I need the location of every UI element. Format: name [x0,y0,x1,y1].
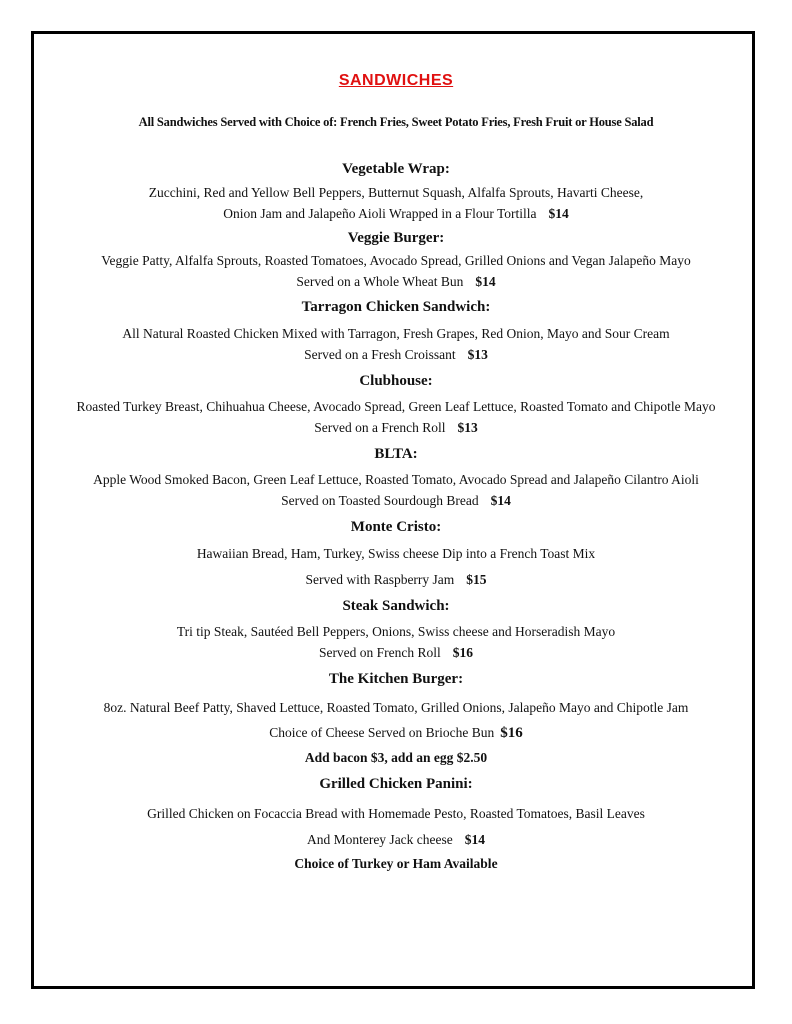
item-name-kitchen-burger: The Kitchen Burger: [328,671,464,687]
item-serving-grilled-chicken-panini: And Monterey Jack cheese $14 [306,832,486,847]
item-name-monte-cristo: Monte Cristo: [350,519,442,535]
item-price-monte-cristo: $15 [466,572,487,587]
menu-title: SANDWICHES [338,72,454,89]
item-serving-vegetable-wrap: Onion Jam and Jalapeño Aioli Wrapped in a Flour Tortilla $14 [223,206,569,221]
item-serving-kitchen-burger: Choice of Cheese Served on Brioche Bun $16 [269,725,523,741]
item-description-steak-sandwich: Tri tip Steak, Sautéed Bell Peppers, Onions, Swiss cheese and Horseradish Mayo [176,624,616,639]
item-price-tarragon-chicken: $13 [467,347,488,362]
item-name-vegetable-wrap: Vegetable Wrap: [342,161,450,177]
item-serving-veggie-burger: Served on a Whole Wheat Bun $14 [296,274,496,289]
item-description-vegetable-wrap: Zucchini, Red and Yellow Bell Peppers, Butternut Squash, Alfalfa Sprouts, Havarti Cheese, [148,185,644,200]
item-name-steak-sandwich: Steak Sandwich: [342,598,450,614]
item-serving-steak-sandwich: Served on French Roll $16 [318,645,474,660]
item-name-grilled-chicken-panini: Grilled Chicken Panini: [319,776,473,792]
item-description-monte-cristo: Hawaiian Bread, Ham, Turkey, Swiss cheese Dip into a French Toast Mix [196,546,596,561]
item-price-blta: $14 [490,493,511,508]
item-serving-clubhouse: Served on a French Roll $13 [314,420,478,435]
item-note-kitchen-burger: Add bacon $3, add an egg $2.50 [304,750,488,765]
item-price-steak-sandwich: $16 [452,645,474,660]
item-price-kitchen-burger: $16 [500,725,523,741]
item-name-veggie-burger: Veggie Burger: [347,230,445,246]
item-price-grilled-chicken-panini: $14 [464,832,486,847]
item-description-blta: Apple Wood Smoked Bacon, Green Leaf Lettuce, Roasted Tomato, Avocado Spread and Jalapeño Cilantro Aioli [93,472,699,487]
item-price-vegetable-wrap: $14 [548,206,569,221]
menu-subtitle: All Sandwiches Served with Choice of: French Fries, Sweet Potato Fries, Fresh Fruit or House Salad [138,115,654,129]
item-description-veggie-burger: Veggie Patty, Alfalfa Sprouts, Roasted Tomatoes, Avocado Spread, Grilled Onions and Vegan Jalapeño Mayo [101,253,691,268]
item-serving-tarragon-chicken: Served on a Fresh Croissant $13 [304,347,488,362]
item-description-clubhouse: Roasted Turkey Breast, Chihuahua Cheese, Avocado Spread, Green Leaf Lettuce, Roasted Tomato and Chipotle Mayo [76,399,716,414]
item-description-tarragon-chicken: All Natural Roasted Chicken Mixed with Tarragon, Fresh Grapes, Red Onion, Mayo and Sour Cream [122,326,670,341]
item-description-grilled-chicken-panini: Grilled Chicken on Focaccia Bread with Homemade Pesto, Roasted Tomatoes, Basil Leaves [147,806,645,821]
item-price-clubhouse: $13 [457,420,478,435]
item-note-grilled-chicken-panini: Choice of Turkey or Ham Available [294,856,498,871]
item-price-veggie-burger: $14 [475,274,496,289]
item-name-blta: BLTA: [374,446,418,462]
item-serving-blta: Served on Toasted Sourdough Bread $14 [281,493,511,508]
item-serving-monte-cristo: Served with Raspberry Jam $15 [305,572,487,587]
item-description-kitchen-burger: 8oz. Natural Beef Patty, Shaved Lettuce, Roasted Tomato, Grilled Onions, Jalapeño Mayo and Chipotle Jam [103,700,689,715]
item-name-tarragon-chicken: Tarragon Chicken Sandwich: [301,299,491,315]
item-name-clubhouse: Clubhouse: [359,373,433,389]
